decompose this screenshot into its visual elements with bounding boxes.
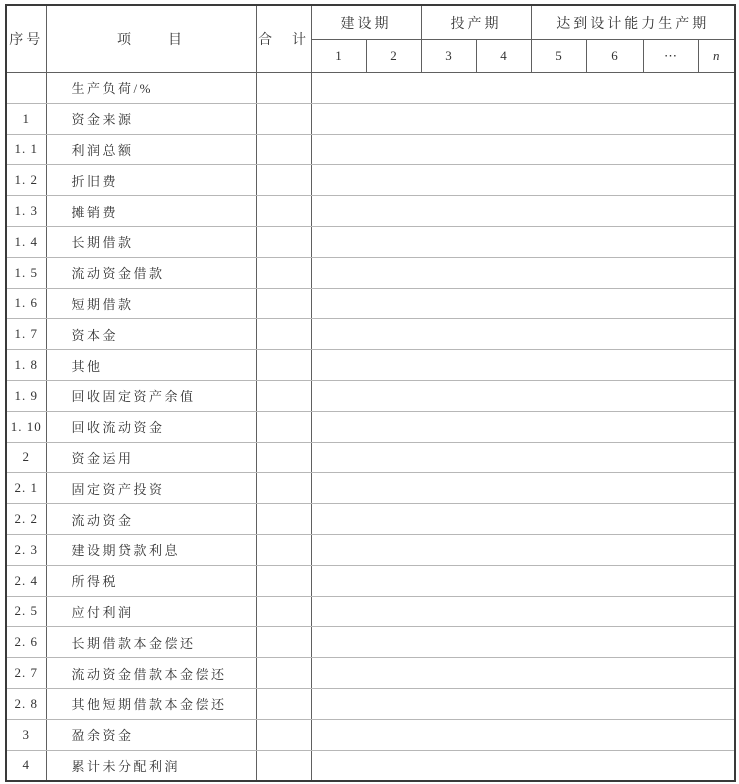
serial-cell: 1. 2 xyxy=(6,165,46,196)
total-cell xyxy=(256,442,311,473)
header-group-design-capacity-period: 达到设计能力生产期 xyxy=(531,5,735,40)
serial-cell: 2 xyxy=(6,442,46,473)
total-cell xyxy=(256,196,311,227)
table-body xyxy=(6,73,735,782)
total-cell xyxy=(256,596,311,627)
serial-cell xyxy=(6,73,46,104)
total-cell xyxy=(256,319,311,350)
period-values-cell xyxy=(311,196,735,227)
serial-cell: 3 xyxy=(6,719,46,750)
table-row xyxy=(6,165,735,196)
period-values-cell xyxy=(311,688,735,719)
serial-cell: 1. 10 xyxy=(6,411,46,442)
header-item: 项 目 xyxy=(46,5,256,73)
total-cell xyxy=(256,257,311,288)
table-row xyxy=(6,442,735,473)
serial-cell: 2. 7 xyxy=(6,658,46,689)
period-values-cell xyxy=(311,257,735,288)
period-values-cell xyxy=(311,134,735,165)
table-row xyxy=(6,257,735,288)
total-cell xyxy=(256,719,311,750)
table-row xyxy=(6,73,735,104)
serial-cell: 1. 8 xyxy=(6,350,46,381)
item-cell: 盈余资金 xyxy=(46,719,256,750)
period-col-n: n xyxy=(698,40,735,73)
period-values-cell xyxy=(311,719,735,750)
period-values-cell xyxy=(311,165,735,196)
period-values-cell xyxy=(311,565,735,596)
item-cell: 建设期贷款利息 xyxy=(46,534,256,565)
item-cell: 长期借款本金偿还 xyxy=(46,627,256,658)
table-header xyxy=(6,5,735,73)
total-cell xyxy=(256,350,311,381)
table-row xyxy=(6,103,735,134)
period-col-3: 3 xyxy=(421,40,476,73)
total-cell xyxy=(256,380,311,411)
table-row xyxy=(6,226,735,257)
total-cell xyxy=(256,134,311,165)
table-row xyxy=(6,565,735,596)
serial-cell: 2. 3 xyxy=(6,534,46,565)
serial-cell: 1. 3 xyxy=(6,196,46,227)
item-cell: 流动资金借款本金偿还 xyxy=(46,658,256,689)
table-row xyxy=(6,196,735,227)
serial-cell: 1. 4 xyxy=(6,226,46,257)
serial-cell: 4 xyxy=(6,750,46,781)
table-row xyxy=(6,627,735,658)
period-col-1: 1 xyxy=(311,40,366,73)
total-cell xyxy=(256,411,311,442)
item-cell: 折旧费 xyxy=(46,165,256,196)
table-row xyxy=(6,411,735,442)
header-group-row xyxy=(6,5,735,40)
item-cell: 利润总额 xyxy=(46,134,256,165)
serial-cell: 1. 5 xyxy=(6,257,46,288)
period-values-cell xyxy=(311,380,735,411)
table-row xyxy=(6,688,735,719)
item-cell: 累计未分配利润 xyxy=(46,750,256,781)
period-col-5: 5 xyxy=(531,40,586,73)
total-cell xyxy=(256,504,311,535)
period-values-cell xyxy=(311,534,735,565)
table-row xyxy=(6,504,735,535)
period-values-cell xyxy=(311,658,735,689)
item-cell: 其他短期借款本金偿还 xyxy=(46,688,256,719)
period-values-cell xyxy=(311,473,735,504)
total-cell xyxy=(256,73,311,104)
serial-cell: 1 xyxy=(6,103,46,134)
total-cell xyxy=(256,750,311,781)
table-row xyxy=(6,658,735,689)
period-col-4: 4 xyxy=(476,40,531,73)
item-cell: 资本金 xyxy=(46,319,256,350)
serial-cell: 2. 6 xyxy=(6,627,46,658)
total-cell xyxy=(256,103,311,134)
item-cell: 长期借款 xyxy=(46,226,256,257)
serial-cell: 1. 9 xyxy=(6,380,46,411)
period-col-2: 2 xyxy=(366,40,421,73)
header-group-startup-period: 投产期 xyxy=(421,5,531,40)
total-cell xyxy=(256,658,311,689)
total-cell xyxy=(256,688,311,719)
serial-cell: 1. 6 xyxy=(6,288,46,319)
serial-cell: 1. 1 xyxy=(6,134,46,165)
header-total: 合 计 xyxy=(256,5,311,73)
period-values-cell xyxy=(311,627,735,658)
table-row xyxy=(6,750,735,781)
total-cell xyxy=(256,165,311,196)
period-values-cell xyxy=(311,411,735,442)
item-cell: 流动资金借款 xyxy=(46,257,256,288)
table-row xyxy=(6,534,735,565)
table-row xyxy=(6,319,735,350)
item-cell: 其他 xyxy=(46,350,256,381)
total-cell xyxy=(256,226,311,257)
table-row xyxy=(6,350,735,381)
period-col-ellipsis: ⋯ xyxy=(643,40,698,73)
header-group-construction-period: 建设期 xyxy=(311,5,421,40)
period-values-cell xyxy=(311,350,735,381)
period-values-cell xyxy=(311,226,735,257)
item-cell: 应付利润 xyxy=(46,596,256,627)
table-row xyxy=(6,288,735,319)
serial-cell: 1. 7 xyxy=(6,319,46,350)
serial-cell: 2. 5 xyxy=(6,596,46,627)
period-values-cell xyxy=(311,288,735,319)
item-cell: 回收固定资产余值 xyxy=(46,380,256,411)
table-row xyxy=(6,134,735,165)
item-cell: 所得税 xyxy=(46,565,256,596)
period-values-cell xyxy=(311,73,735,104)
period-values-cell xyxy=(311,103,735,134)
table-row xyxy=(6,596,735,627)
serial-cell: 2. 8 xyxy=(6,688,46,719)
item-cell: 回收流动资金 xyxy=(46,411,256,442)
period-values-cell xyxy=(311,319,735,350)
total-cell xyxy=(256,534,311,565)
period-values-cell xyxy=(311,750,735,781)
total-cell xyxy=(256,627,311,658)
total-cell xyxy=(256,288,311,319)
item-cell: 摊销费 xyxy=(46,196,256,227)
item-cell: 流动资金 xyxy=(46,504,256,535)
table-row xyxy=(6,473,735,504)
table-row xyxy=(6,380,735,411)
funds-source-use-table xyxy=(5,4,736,782)
serial-cell: 2. 1 xyxy=(6,473,46,504)
item-cell: 固定资产投资 xyxy=(46,473,256,504)
period-values-cell xyxy=(311,504,735,535)
total-cell xyxy=(256,565,311,596)
item-cell: 资金运用 xyxy=(46,442,256,473)
item-cell: 生产负荷/% xyxy=(46,73,256,104)
serial-cell: 2. 2 xyxy=(6,504,46,535)
period-col-6: 6 xyxy=(586,40,643,73)
header-serial: 序号 xyxy=(6,5,46,73)
period-values-cell xyxy=(311,442,735,473)
total-cell xyxy=(256,473,311,504)
item-cell: 资金来源 xyxy=(46,103,256,134)
table-row xyxy=(6,719,735,750)
item-cell: 短期借款 xyxy=(46,288,256,319)
serial-cell: 2. 4 xyxy=(6,565,46,596)
period-values-cell xyxy=(311,596,735,627)
